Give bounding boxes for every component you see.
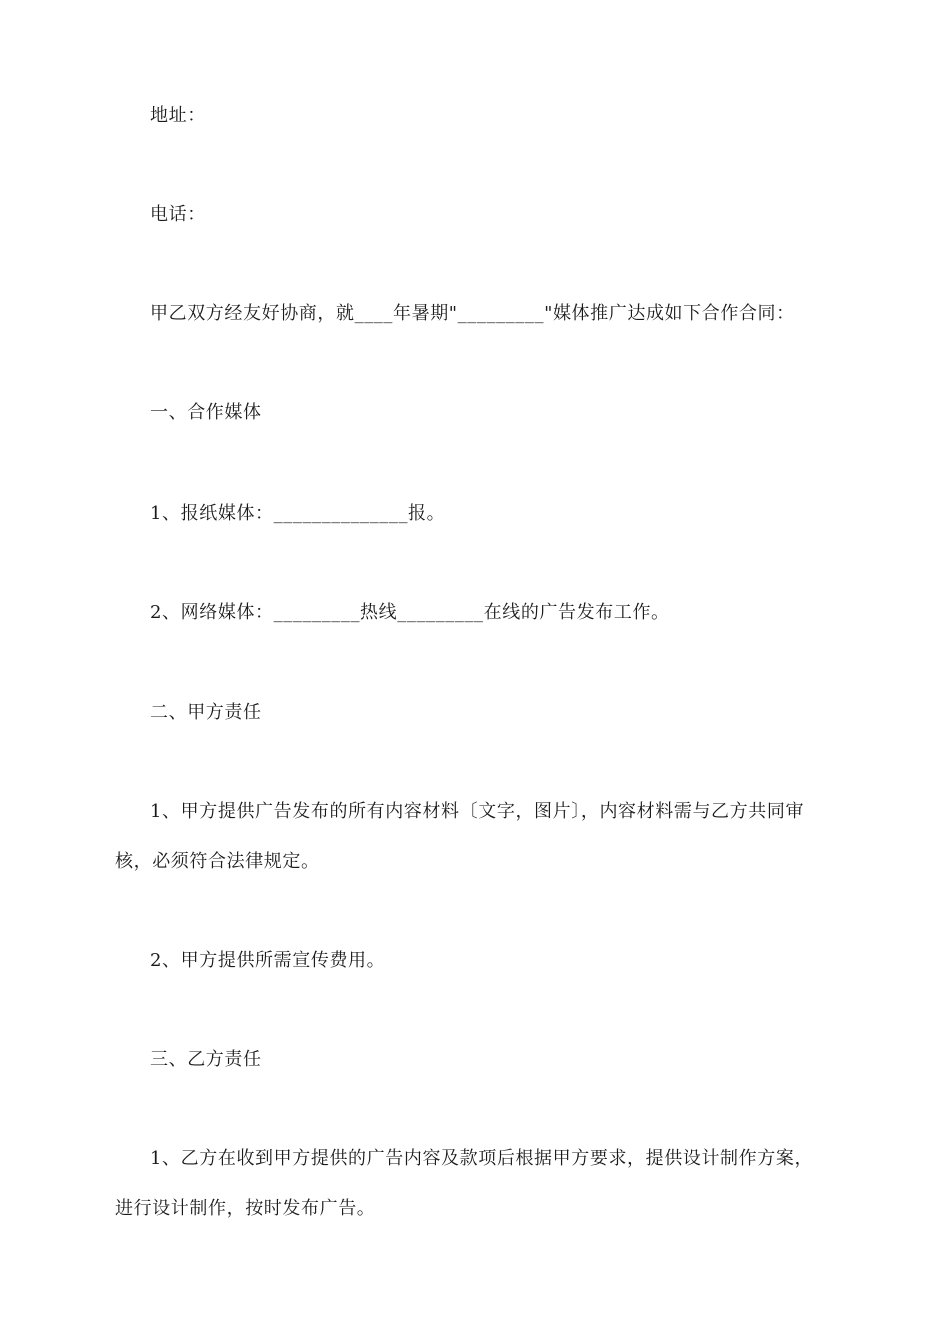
clause-party-b-design: 1、乙方在收到甲方提供的广告内容及款项后根据甲方要求，提供设计制作方案， bbox=[150, 1148, 814, 1169]
clause-party-a-materials-cont: 核，必须符合法律规定。 bbox=[115, 851, 320, 872]
section-heading-party-b: 三、乙方责任 bbox=[150, 1049, 262, 1070]
clause-party-a-fees: 2、甲方提供所需宣传费用。 bbox=[150, 950, 386, 971]
phone-label: 电话： bbox=[150, 204, 206, 225]
section-heading-media: 一、合作媒体 bbox=[150, 402, 262, 423]
section-heading-party-a: 二、甲方责任 bbox=[150, 702, 262, 723]
intro-paragraph: 甲乙双方经友好协商，就____年暑期"_________"媒体推广达成如下合作合同： bbox=[150, 303, 795, 324]
clause-online-media: 2、网络媒体：_________热线_________在线的广告发布工作。 bbox=[150, 602, 670, 623]
clause-party-a-materials: 1、甲方提供广告发布的所有内容材料〔文字，图片〕，内容材料需与乙方共同审 bbox=[150, 801, 805, 822]
address-label: 地址： bbox=[150, 105, 206, 126]
clause-newspaper-media: 1、报纸媒体：______________报。 bbox=[150, 503, 446, 524]
clause-party-b-design-cont: 进行设计制作，按时发布广告。 bbox=[115, 1198, 376, 1219]
